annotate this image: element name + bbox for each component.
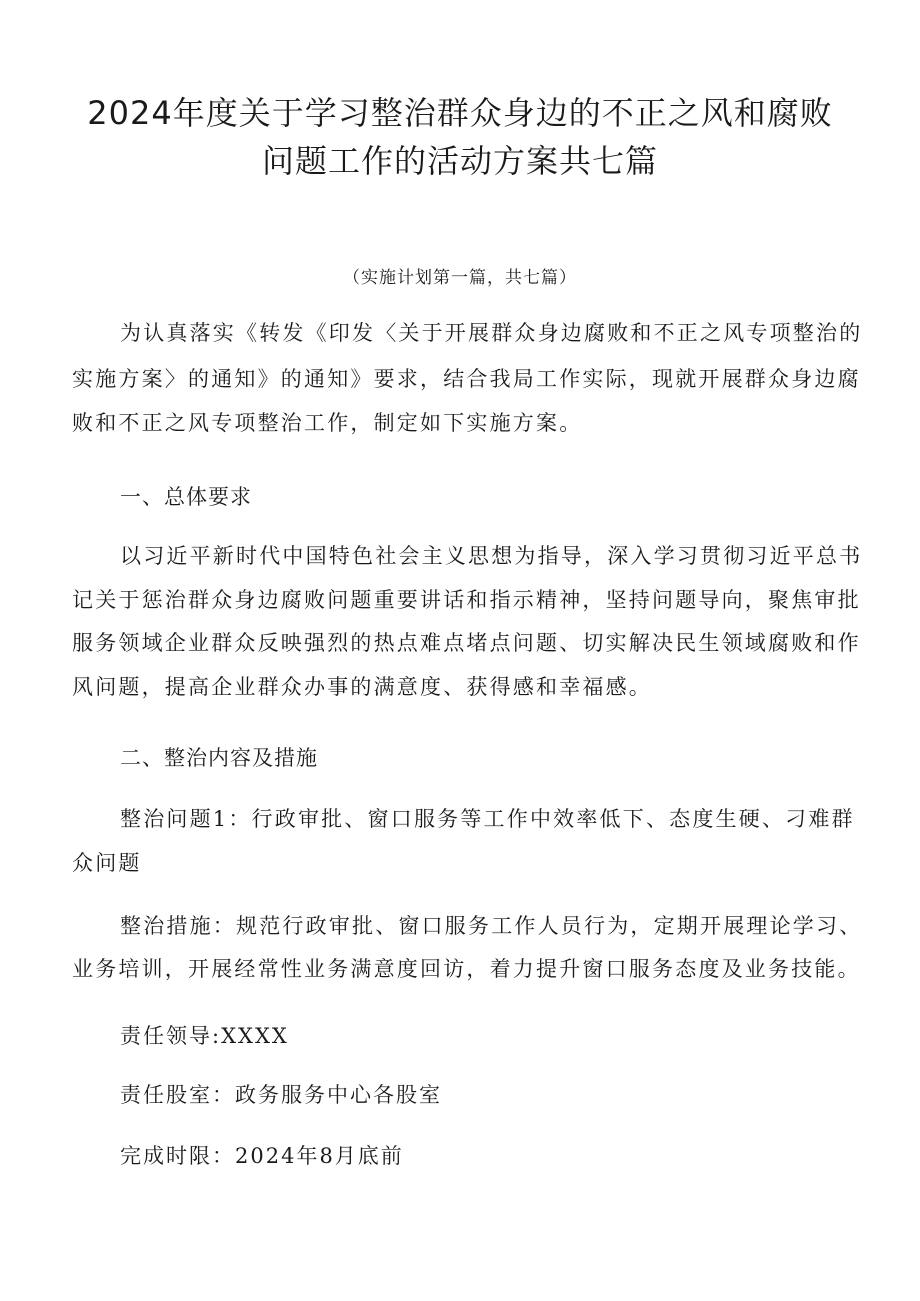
section-2-measure-line-2: 业务培训，开展经常性业务满意度回访，着力提升窗口服务态度及业务技能。 — [72, 957, 861, 981]
section-2-issue-line-2: 众问题 — [72, 851, 142, 875]
intro-paragraph-line-1: 为认真落实《转发《印发〈关于开展群众身边腐败和不正之风专项整治的 — [120, 321, 863, 345]
section-1-line-4: 风问题，提高企业群众办事的满意度、获得感和幸福感。 — [72, 675, 652, 699]
section-1-line-3: 服务领域企业群众反映强烈的热点难点堵点问题、切实解决民生领域腐败和作 — [72, 631, 861, 655]
responsible-leader: 责任领导:XXXX — [120, 1024, 289, 1048]
section-2-issue-line-1: 整治问题1：行政审批、窗口服务等工作中效率低下、态度生硬、刁难群 — [120, 807, 855, 831]
intro-paragraph-line-2: 实施方案〉的通知》的通知》要求，结合我局工作实际，现就开展群众身边腐 — [72, 367, 861, 391]
completion-deadline: 完成时限：2024年8月底前 — [120, 1144, 404, 1168]
section-2-measure-line-1: 整治措施：规范行政审批、窗口服务工作人员行为，定期开展理论学习、 — [120, 914, 863, 938]
section-1-line-2: 记关于惩治群众身边腐败问题重要讲话和指示精神，坚持问题导向，聚焦审批 — [72, 588, 861, 612]
section-2-heading: 二、整治内容及措施 — [120, 746, 318, 770]
document-title-line-2: 问题工作的活动方案共七篇 — [261, 142, 658, 180]
document-subtitle: （实施计划第一篇，共七篇） — [343, 268, 577, 288]
document-title-line-1: 2024年度关于学习整治群众身边的不正之风和腐败 — [87, 94, 833, 132]
intro-paragraph-line-3: 败和不正之风专项整治工作，制定如下实施方案。 — [72, 411, 583, 435]
responsible-office: 责任股室：政务服务中心各股室 — [120, 1083, 442, 1107]
section-1-heading: 一、总体要求 — [120, 485, 252, 509]
section-1-line-1: 以习近平新时代中国特色社会主义思想为指导，深入学习贯彻习近平总书 — [120, 544, 863, 568]
